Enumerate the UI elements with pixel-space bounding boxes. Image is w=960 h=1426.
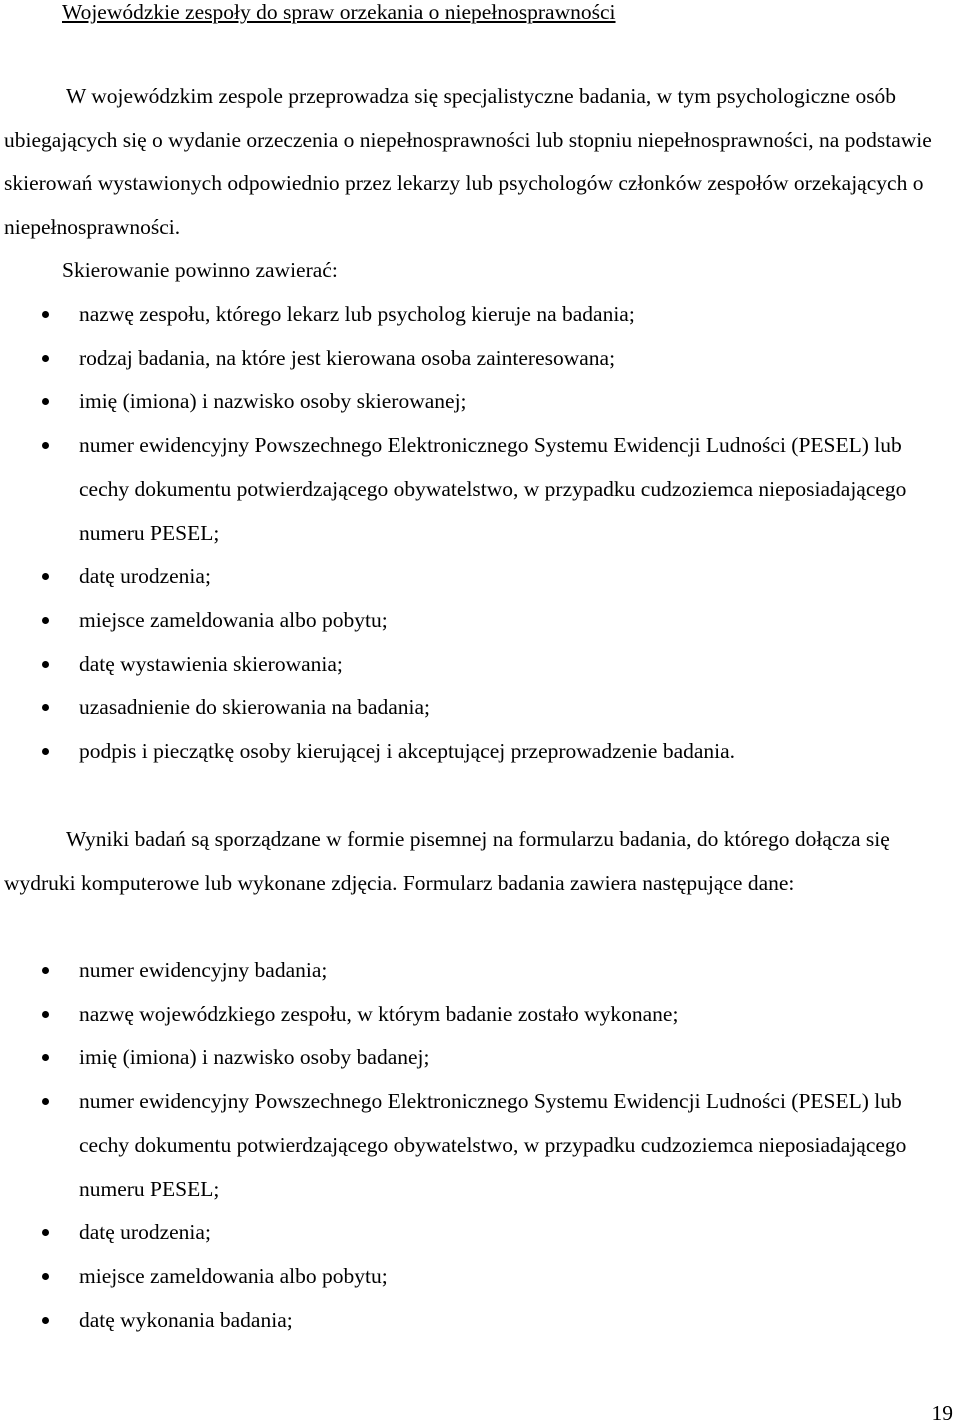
list-item-text: nazwę zespołu, którego lekarz lub psycholog kieruje na badania; xyxy=(79,302,635,326)
bullet-icon xyxy=(42,1011,49,1018)
bullet-icon xyxy=(42,661,49,668)
list-item xyxy=(0,730,920,774)
referral-list xyxy=(0,293,920,774)
list-item-text: miejsce zameldowania albo pobytu; xyxy=(79,607,388,632)
list-item xyxy=(0,993,920,1037)
list-item-text: datę urodzenia; xyxy=(79,564,211,589)
bullet-icon xyxy=(42,573,49,580)
bullet-icon xyxy=(42,355,49,362)
list-item-text: numer ewidencyjny badania; xyxy=(79,958,328,982)
list-item-text: imię (imiona) i nazwisko osoby skierowanej; xyxy=(79,389,467,414)
list-item xyxy=(0,1211,920,1255)
bullet-icon xyxy=(42,748,49,755)
list-item xyxy=(0,1036,920,1080)
list-item-text: datę urodzenia; xyxy=(79,1220,211,1245)
list-item-text: datę wykonania badania; xyxy=(79,1307,293,1332)
intro-paragraph: W wojewódzkim zespole przeprowadza się specjalistyczne badania, w tym psychologiczne osób ubiegających się o wydanie orzeczenia o niepełnosprawności lub stopniu niepełnosprawności, na podstawie skierowań wystawionych odpowiednio przez lekarzy lub psychologów członków zespołów orzekających o niepełnosprawności. xyxy=(4,84,932,240)
list-item-text: datę wystawienia skierowania; xyxy=(79,651,343,676)
list-item xyxy=(0,599,920,643)
list-item xyxy=(0,1080,920,1211)
referral-intro: Skierowanie powinno zawierać: xyxy=(62,258,338,282)
list-item-text: numer ewidencyjny Powszechnego Elektronicznego Systemu Ewidencji Ludności (PESEL) lub cechy dokumentu potwierdzającego obywatelstwo, w przypadku cudzoziemca nieposiadającego numeru PESEL; xyxy=(79,1089,907,1201)
list-item xyxy=(0,293,920,337)
bullet-icon xyxy=(42,1229,49,1236)
page-number: 19 xyxy=(931,1401,953,1425)
list-item-text: rodzaj badania, na które jest kierowana osoba zainteresowana; xyxy=(79,345,616,370)
list-item xyxy=(0,380,920,424)
form-data-list xyxy=(0,949,920,1342)
bullet-icon xyxy=(42,967,49,974)
list-item-text: nazwę wojewódzkiego zespołu, w którym badanie zostało wykonane; xyxy=(79,1001,679,1026)
bullet-icon xyxy=(42,398,49,405)
bullet-icon xyxy=(42,1273,49,1280)
list-item-text: uzasadnienie do skierowania na badania; xyxy=(79,695,431,720)
list-item xyxy=(0,1299,920,1343)
bullet-icon xyxy=(42,311,49,318)
list-item xyxy=(0,555,920,599)
bullet-icon xyxy=(42,1054,49,1061)
list-item-text: miejsce zameldowania albo pobytu; xyxy=(79,1263,388,1288)
list-item xyxy=(0,949,920,993)
bullet-icon xyxy=(42,442,49,449)
list-item xyxy=(0,337,920,381)
bullet-icon xyxy=(42,1098,49,1105)
bullet-icon xyxy=(42,704,49,711)
list-item-text: podpis i pieczątkę osoby kierującej i akceptującej przeprowadzenie badania. xyxy=(79,739,736,764)
bullet-icon xyxy=(42,617,49,624)
section-heading: Wojewódzkie zespoły do spraw orzekania o niepełnosprawności xyxy=(62,0,616,24)
list-item-text: imię (imiona) i nazwisko osoby badanej; xyxy=(79,1045,430,1070)
list-item-text: numer ewidencyjny Powszechnego Elektronicznego Systemu Ewidencji Ludności (PESEL) lub cechy dokumentu potwierdzającego obywatelstwo, w przypadku cudzoziemca nieposiadającego numeru PESEL; xyxy=(79,433,907,545)
list-item xyxy=(0,1255,920,1299)
list-item xyxy=(0,424,920,555)
list-item xyxy=(0,643,920,687)
results-paragraph: Wyniki badań są sporządzane w formie pisemnej na formularzu badania, do którego dołącza się wydruki komputerowe lub wykonane zdjęcia. Formularz badania zawiera następujące dane: xyxy=(4,827,890,895)
bullet-icon xyxy=(42,1317,49,1324)
list-item xyxy=(0,686,920,730)
